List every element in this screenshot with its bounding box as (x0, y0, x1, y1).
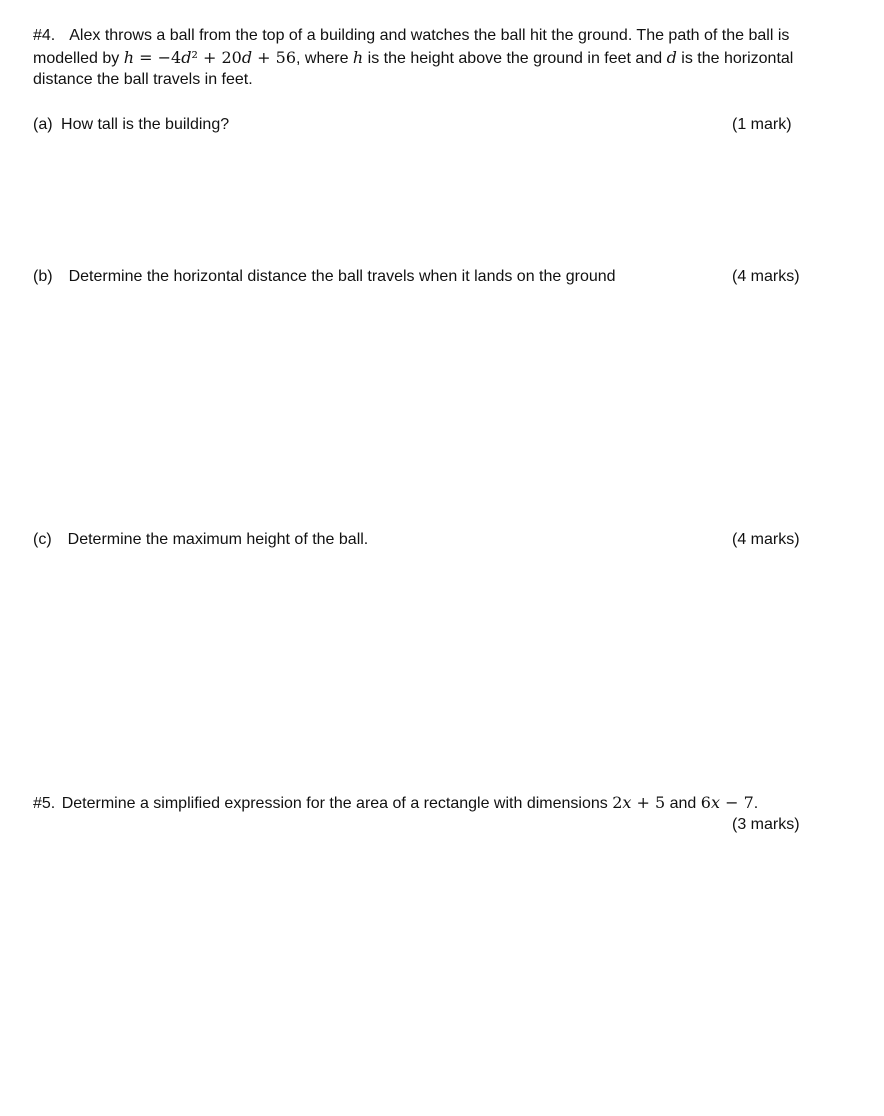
q4-intro-line-2 (33, 47, 793, 70)
q5-question (33, 792, 758, 815)
q4-intro-text-2b: , where (296, 50, 353, 67)
q4-var-d: d (666, 48, 677, 67)
q5-text: Determine a simplified expression for the area of a rectangle with dimensions (61, 795, 613, 812)
q4-part-b-marks: (4 marks) (732, 268, 800, 285)
q5-number: #5. (33, 795, 56, 812)
q4-part-a-text: How tall is the building? (61, 116, 230, 133)
q4-part-c-marks: (4 marks) (732, 531, 800, 548)
q4-part-b-text: Determine the horizontal distance the ball travels when it lands on the ground (68, 268, 616, 285)
q4-part-c-text: Determine the maximum height of the ball. (67, 531, 369, 548)
q4-part-a (33, 114, 229, 136)
q4-intro-text-2d: is the horizontal (676, 50, 794, 67)
q4-intro-text-2a: modelled by (33, 50, 124, 67)
q5-dim-1: 2x + 5 (612, 793, 666, 812)
q4-part-a-marks: (1 mark) (732, 116, 792, 133)
q5-text-end: . (753, 795, 759, 812)
q4-equation: h = −4d² + 20d + 56 (123, 48, 296, 67)
q4-number: #4. (33, 27, 56, 44)
q4-intro-line-3: distance the ball travels in feet. (33, 71, 253, 88)
q4-intro-text-1: Alex throws a ball from the top of a building and watches the ball hit the ground. The path of the ball is (69, 27, 790, 44)
q4-part-b-label: (b) (33, 268, 53, 285)
q4-part-c-label: (c) (33, 531, 52, 548)
q4-part-a-label: (a) (33, 116, 53, 133)
q4-var-h: h (352, 48, 364, 67)
q4-intro-line-1 (33, 25, 789, 47)
q4-part-c (33, 529, 368, 551)
q5-dim-2: 6x − 7 (700, 793, 754, 812)
q4-part-b (33, 266, 616, 288)
q5-marks: (3 marks) (732, 816, 800, 833)
q4-intro-text-2c: is the height above the ground in feet and (363, 50, 667, 67)
q5-text-and: and (665, 795, 701, 812)
